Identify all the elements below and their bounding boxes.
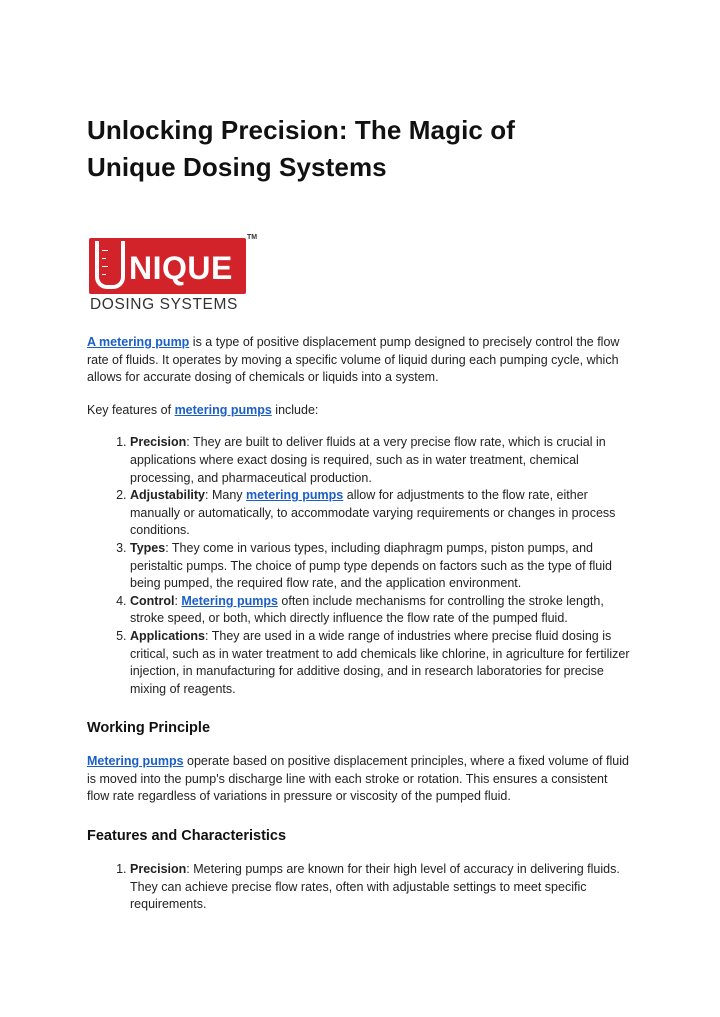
list-item-term: Applications	[130, 628, 206, 643]
metering-pumps-link[interactable]: Metering pumps	[87, 754, 184, 769]
metering-pumps-link[interactable]: Metering pumps	[181, 593, 278, 608]
features-characteristics-list	[87, 861, 632, 914]
page-title	[87, 112, 632, 186]
list-item-term: Control	[130, 593, 175, 608]
key-features-list	[87, 434, 632, 698]
list-item-text: : They are used in a wide range of industries where precise fluid dosing is critical, such as in water treatment to add chemicals like chlorine, in agriculture for fertilizer injection, in manufacturing for additive dosing, and in research laboratories for precise mixing of reagents.	[130, 628, 630, 696]
metering-pump-link[interactable]: A metering pump	[87, 335, 190, 349]
list-item	[130, 487, 632, 540]
list-item	[130, 861, 632, 914]
list-item-text: : Many	[205, 488, 247, 503]
list-item-text: : They are built to deliver fluids at a very precise flow rate, which is crucial in applications where exact dosing is required, such as in water treatment, chemical processing, and pharmaceutical production.	[130, 435, 606, 485]
intro-paragraph	[87, 334, 632, 387]
title-line-2: Unique Dosing Systems	[87, 152, 387, 182]
working-principle-heading: Working Principle	[87, 720, 211, 737]
unique-dosing-logo	[87, 230, 262, 314]
list-item	[130, 540, 632, 593]
logo-trademark: TM	[247, 234, 258, 241]
metering-pumps-link[interactable]: metering pumps	[174, 402, 272, 417]
document-content	[87, 112, 632, 914]
intro-text: is a type of positive displacement pump designed to precisely control the flow rate of fluids. It operates by moving a specific volume of liquid during each pumping cycle, which allows for accurate dosing of chemicals or liquids into a system.	[87, 335, 620, 385]
key-features-suffix: include:	[271, 402, 319, 417]
logo-word: NIQUE	[129, 250, 233, 286]
features-characteristics-heading: Features and Characteristics	[87, 828, 287, 845]
list-item-text: : Metering pumps are known for their high level of accuracy in delivering fluids. They can achieve precise flow rates, often with adjustable settings to meet specific requirements.	[130, 862, 620, 912]
list-item-text: : They come in various types, including diaphragm pumps, piston pumps, and peristaltic pumps. The choice of pump type depends on factors such as the type of fluid being pumped, the required flow rate, and the application environment.	[130, 540, 612, 591]
logo-red-box	[89, 238, 246, 294]
working-principle-text: operate based on positive displacement principles, where a fixed volume of fluid is moved into the pump's discharge line with each stroke or rotation. This ensures a consistent flow rate regardless of variations in pressure or viscosity of the pumped fluid.	[87, 754, 629, 804]
list-item-term: Precision	[130, 435, 187, 450]
title-line-1: Unlocking Precision: The Magic of	[87, 115, 516, 145]
list-item	[130, 628, 632, 698]
logo-subtitle: DOSING SYSTEMS	[90, 296, 238, 313]
metering-pumps-link[interactable]: metering pumps	[246, 488, 344, 503]
list-item-text: :	[174, 593, 182, 608]
working-principle-paragraph	[87, 753, 632, 806]
beaker-u-icon	[95, 241, 125, 289]
key-features-paragraph	[87, 402, 632, 420]
list-item-term: Precision	[130, 862, 187, 877]
list-item	[130, 434, 632, 487]
list-item-text: often include mechanisms for controlling the stroke length, stroke speed, or both, which directly influence the flow rate of the pumped fluid.	[130, 593, 604, 626]
list-item-term: Types	[130, 540, 166, 555]
key-features-text: Key features of	[87, 402, 175, 417]
list-item-term: Adjustability	[130, 488, 206, 503]
list-item	[130, 593, 632, 628]
list-item-text: allow for adjustments to the flow rate, either manually or automatically, to accommodate varying requirements or changes in process conditions.	[130, 488, 616, 538]
